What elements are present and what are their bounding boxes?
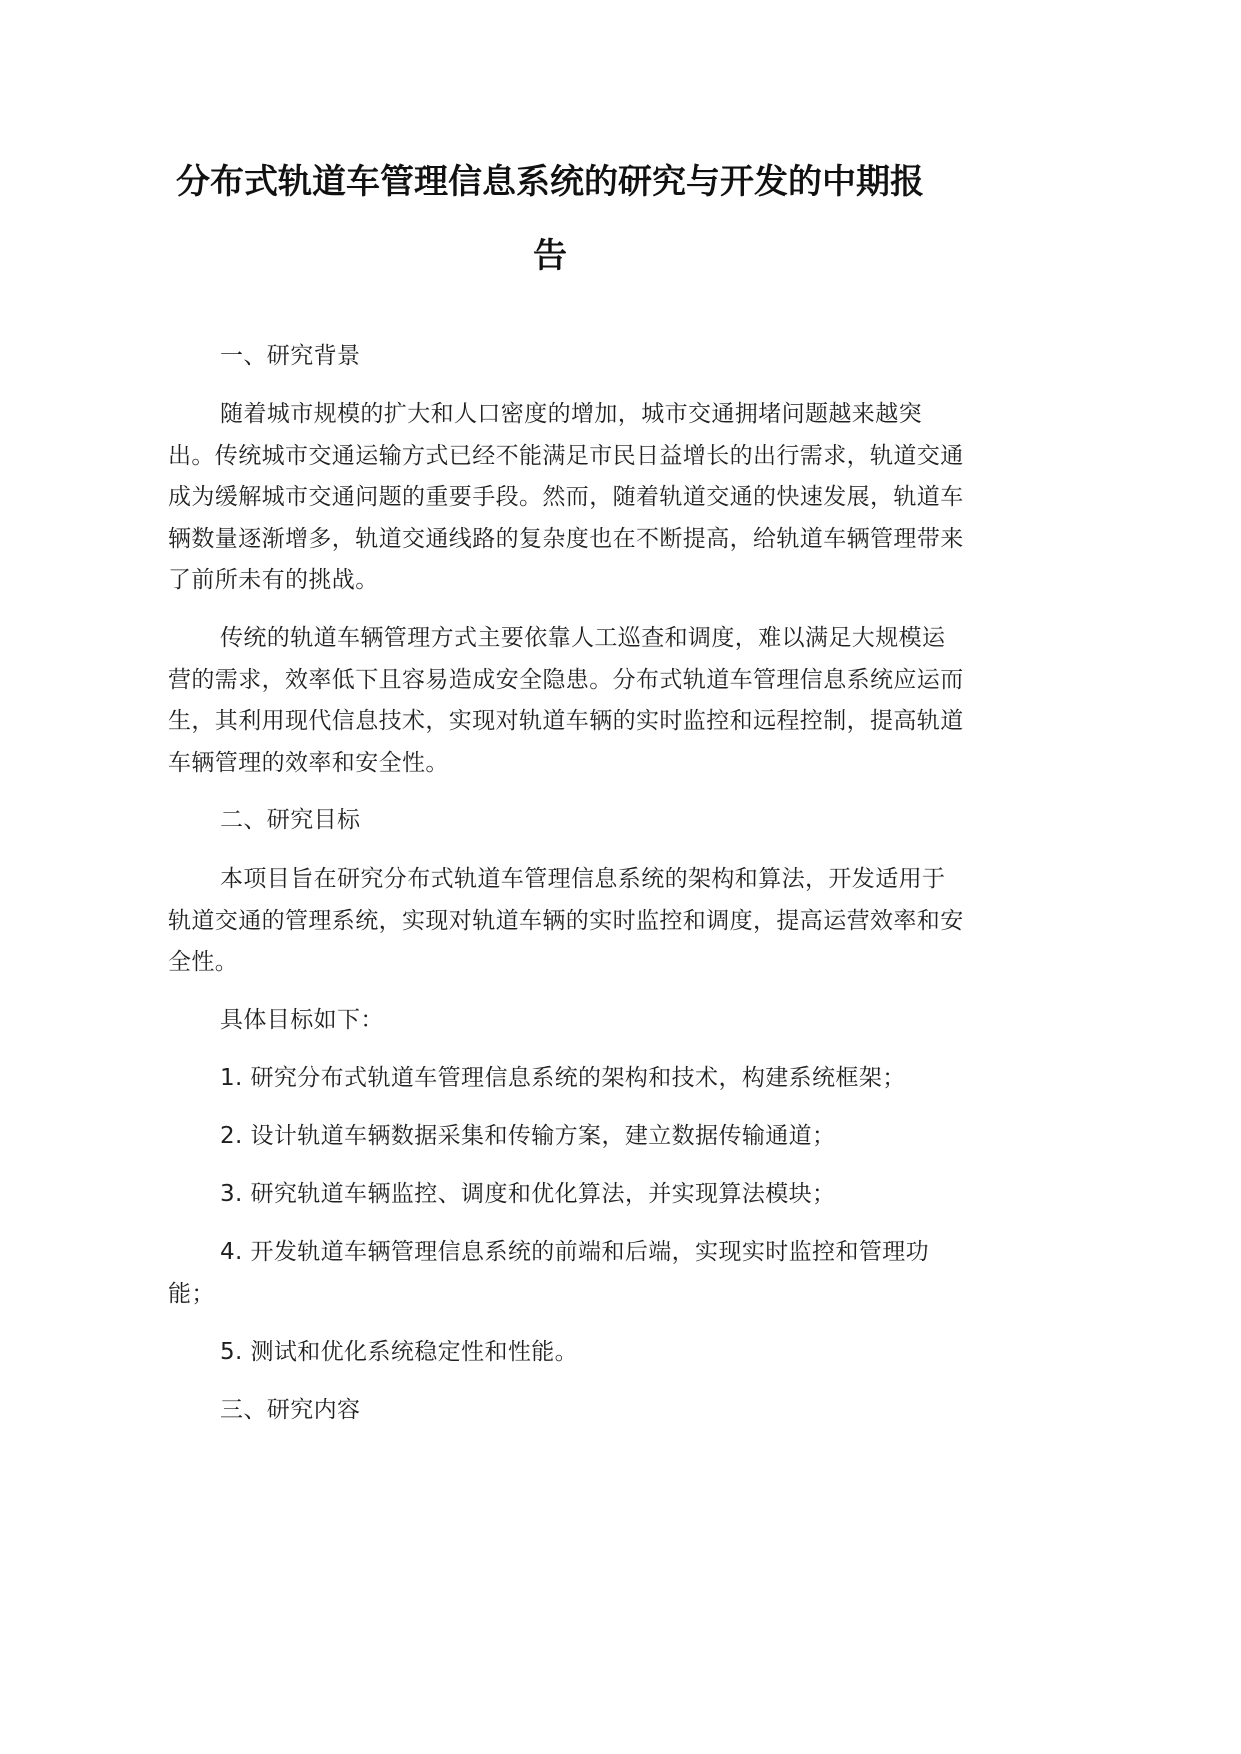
section-heading-content: 三、研究内容 <box>220 1397 361 1423</box>
section-heading-objectives: 二、研究目标 <box>220 807 361 833</box>
goal-item-4: 4. 开发轨道车辆管理信息系统的前端和后端，实现实时监控和管理功能； <box>168 1239 930 1307</box>
document-title-line-1: 分布式轨道车管理信息系统的研究与开发的中期报 <box>176 162 924 202</box>
objectives-intro: 具体目标如下： <box>220 1007 384 1033</box>
goal-item-5: 5. 测试和优化系统稳定性和性能。 <box>220 1339 579 1365</box>
section-heading-background: 一、研究背景 <box>220 343 361 369</box>
goal-item-1: 1. 研究分布式轨道车管理信息系统的架构和技术，构建系统框架； <box>220 1065 906 1091</box>
goal-item-3: 3. 研究轨道车辆监控、调度和优化算法，并实现算法模块； <box>220 1181 836 1207</box>
objectives-paragraph: 本项目旨在研究分布式轨道车管理信息系统的架构和算法，开发适用于轨道交通的管理系统，实现对轨道车辆的实时监控和调度，提高运营效率和安全性。 <box>168 866 964 975</box>
background-paragraph-1: 随着城市规模的扩大和人口密度的增加，城市交通拥堵问题越来越突出。传统城市交通运输方式已经不能满足市民日益增长的出行需求，轨道交通成为缓解城市交通问题的重要手段。然而，随着轨道交通的快速发展，轨道车辆数量逐渐增多，轨道交通线路的复杂度也在不断提高，给轨道车辆管理带来了前所未有的挑战。 <box>168 401 964 593</box>
goal-item-2: 2. 设计轨道车辆数据采集和传输方案，建立数据传输通道； <box>220 1123 836 1149</box>
document-title-line-2: 告 <box>533 236 567 276</box>
background-paragraph-2: 传统的轨道车辆管理方式主要依靠人工巡查和调度，难以满足大规模运营的需求，效率低下且容易造成安全隐患。分布式轨道车管理信息系统应运而生，其利用现代信息技术，实现对轨道车辆的实时监控和远程控制，提高轨道车辆管理的效率和安全性。 <box>168 625 964 776</box>
